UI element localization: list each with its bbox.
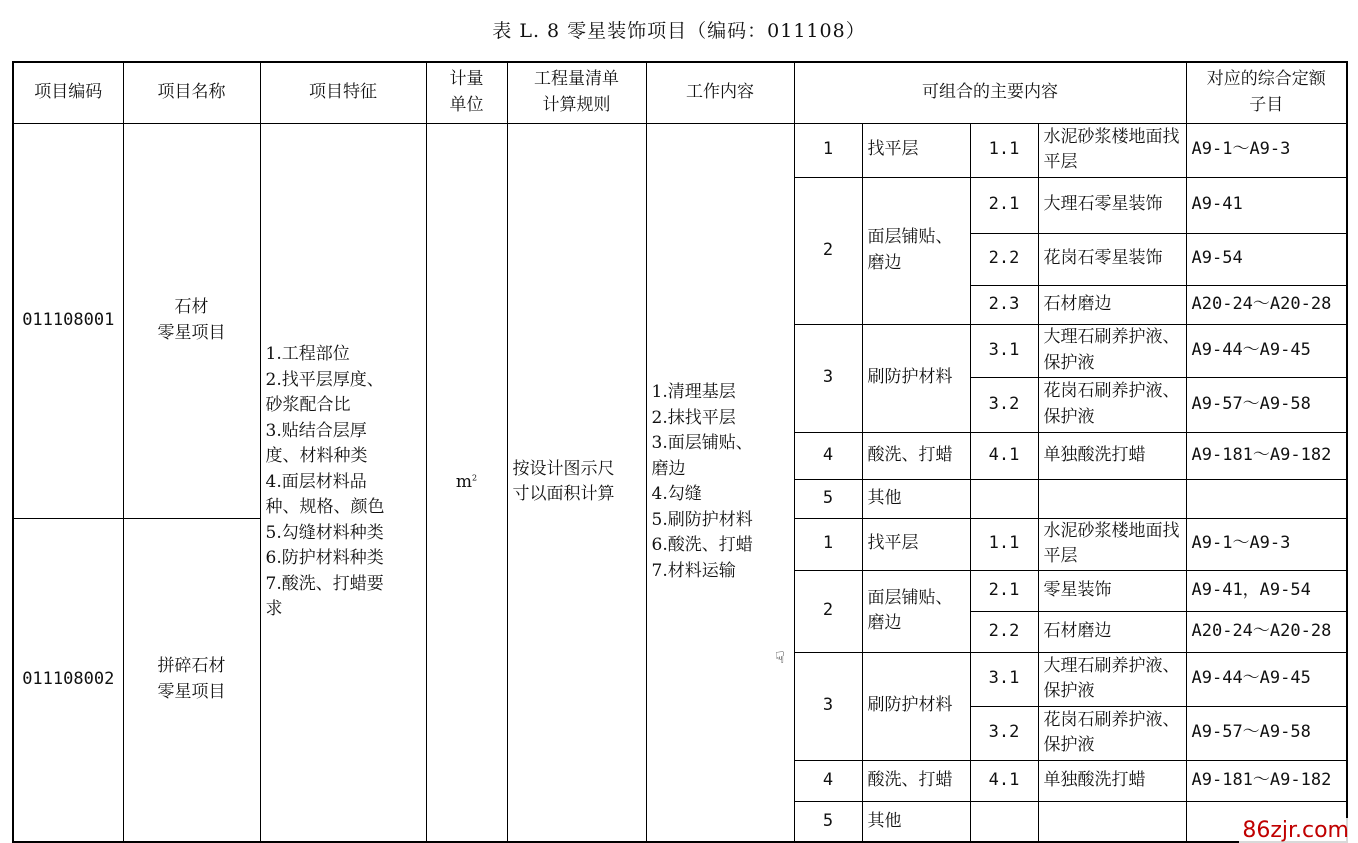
feature-line: 4.面层材料品	[265, 471, 367, 492]
group-number: 3	[794, 652, 862, 760]
sub-content: 单独酸洗打蜡	[1038, 760, 1186, 801]
feature-line: 求	[265, 599, 283, 619]
unit-base: m	[455, 471, 473, 492]
sub-content: 石材磨边	[1038, 285, 1186, 324]
sub-number: 3.2	[970, 377, 1038, 432]
feature-line: 1.工程部位	[265, 344, 350, 364]
sub-number: 4.1	[970, 432, 1038, 479]
sub-number: 1.1	[970, 123, 1038, 177]
quota-ref: A9-181～A9-182	[1186, 760, 1347, 801]
quota-ref: A9-1～A9-3	[1186, 123, 1347, 177]
sub-content: 单独酸洗打蜡	[1038, 432, 1186, 479]
feature-line: 种、规格、颜色	[265, 497, 385, 517]
table-title: 表 L. 8 零星装饰项目（编码：011108）	[492, 20, 866, 42]
sub-content: 水泥砂浆楼地面找平层	[1038, 123, 1186, 177]
sub-number: 3.2	[970, 706, 1038, 760]
sub-number: 2.2	[970, 233, 1038, 285]
header-code: 项目编码	[13, 62, 123, 123]
sub-number: 2.1	[970, 570, 1038, 611]
sub-number: 3.1	[970, 652, 1038, 706]
sub-number	[970, 801, 1038, 842]
work-line: 1.清理基层	[651, 382, 736, 403]
quota-ref: A9-44～A9-45	[1186, 652, 1347, 706]
sub-content: 花岗石零星装饰	[1038, 233, 1186, 285]
group-label: 面层铺贴、磨边	[862, 177, 970, 324]
sub-number	[970, 479, 1038, 518]
header-row	[13, 62, 1347, 123]
header-quota: 对应的综合定额 子目	[1186, 62, 1347, 123]
item-name: 石材 零星项目	[123, 123, 260, 518]
quota-table	[12, 61, 1348, 843]
header-combo: 可组合的主要内容	[794, 62, 1186, 123]
group-number: 4	[794, 760, 862, 801]
feature-line: 度、材料种类	[265, 446, 368, 466]
quota-ref: A9-44～A9-45	[1186, 324, 1347, 377]
quota-ref: A20-24～A20-28	[1186, 611, 1347, 652]
sub-number: 2.1	[970, 177, 1038, 233]
header-unit: 计量 单位	[426, 62, 507, 123]
group-number: 1	[794, 518, 862, 570]
work-line: 7.材料运输	[651, 560, 736, 581]
quota-ref: A9-57～A9-58	[1186, 377, 1347, 432]
group-number: 1	[794, 123, 862, 177]
work-line: 5.刷防护材料	[651, 509, 753, 530]
sub-number: 1.1	[970, 518, 1038, 570]
group-label: 酸洗、打蜡	[862, 760, 970, 801]
sub-content: 大理石刷养护液、保护液	[1038, 652, 1186, 706]
header-features: 项目特征	[260, 62, 426, 123]
group-label: 找平层	[862, 518, 970, 570]
quota-ref: A9-41，A9-54	[1186, 570, 1347, 611]
group-label: 找平层	[862, 123, 970, 177]
group-number: 5	[794, 479, 862, 518]
work-line: 4.勾缝	[651, 484, 702, 505]
sub-content	[1038, 801, 1186, 842]
quota-ref: A9-54	[1186, 233, 1347, 285]
group-label: 其他	[862, 801, 970, 842]
group-label: 其他	[862, 479, 970, 518]
header-name: 项目名称	[123, 62, 260, 123]
sub-content	[1038, 479, 1186, 518]
sub-content: 水泥砂浆楼地面找平层	[1038, 518, 1186, 570]
group-number: 3	[794, 324, 862, 432]
sub-number: 3.1	[970, 324, 1038, 377]
table-row	[13, 123, 1347, 177]
quota-ref	[1186, 479, 1347, 518]
group-number: 2	[794, 570, 862, 652]
item-features	[260, 123, 426, 842]
group-label: 刷防护材料	[862, 652, 970, 760]
unit-exponent: 2	[472, 472, 478, 482]
feature-line: 5.勾缝材料种类	[265, 522, 384, 543]
sub-content: 大理石刷养护液、保护液	[1038, 324, 1186, 377]
quota-ref: A9-57～A9-58	[1186, 706, 1347, 760]
group-label: 面层铺贴、磨边	[862, 570, 970, 652]
group-label: 酸洗、打蜡	[862, 432, 970, 479]
item-unit	[426, 123, 507, 842]
work-content	[646, 123, 794, 842]
group-number: 4	[794, 432, 862, 479]
group-number: 5	[794, 801, 862, 842]
quota-ref: A9-1～A9-3	[1186, 518, 1347, 570]
sub-number: 2.2	[970, 611, 1038, 652]
item-code: 011108001	[13, 123, 123, 518]
sub-number: 2.3	[970, 285, 1038, 324]
sub-content: 花岗石刷养护液、保护液	[1038, 377, 1186, 432]
group-label: 刷防护材料	[862, 324, 970, 432]
feature-line: 6.防护材料种类	[265, 548, 384, 568]
sub-content: 花岗石刷养护液、保护液	[1038, 706, 1186, 760]
quota-ref: A9-41	[1186, 177, 1347, 233]
group-number: 2	[794, 177, 862, 324]
work-line: 6.酸洗、打蜡	[651, 535, 753, 556]
work-line: 3.面层铺贴、	[651, 433, 753, 454]
hand-cursor-icon: ☟	[775, 648, 785, 667]
quota-ref: A9-181～A9-182	[1186, 432, 1347, 479]
sub-content: 石材磨边	[1038, 611, 1186, 652]
item-code: 011108002	[13, 518, 123, 842]
work-line: 2.抹找平层	[651, 407, 736, 428]
feature-line: 2.找平层厚度、	[265, 369, 384, 390]
item-name: 拼碎石材 零星项目	[123, 518, 260, 842]
sub-content: 零星装饰	[1038, 570, 1186, 611]
work-line: 磨边	[651, 458, 686, 479]
quota-ref: A20-24～A20-28	[1186, 285, 1347, 324]
calc-rule: 按设计图示尺 寸以面积计算	[507, 123, 646, 842]
sub-number: 4.1	[970, 760, 1038, 801]
feature-line: 3.贴结合层厚	[265, 420, 367, 441]
feature-line: 7.酸洗、打蜡要	[265, 573, 384, 594]
sub-content: 大理石零星装饰	[1038, 177, 1186, 233]
header-rule: 工程量清单 计算规则	[507, 62, 646, 123]
watermark: 86zjr.com	[1239, 818, 1352, 843]
header-work: 工作内容	[646, 62, 794, 123]
feature-line: 砂浆配合比	[265, 395, 351, 415]
